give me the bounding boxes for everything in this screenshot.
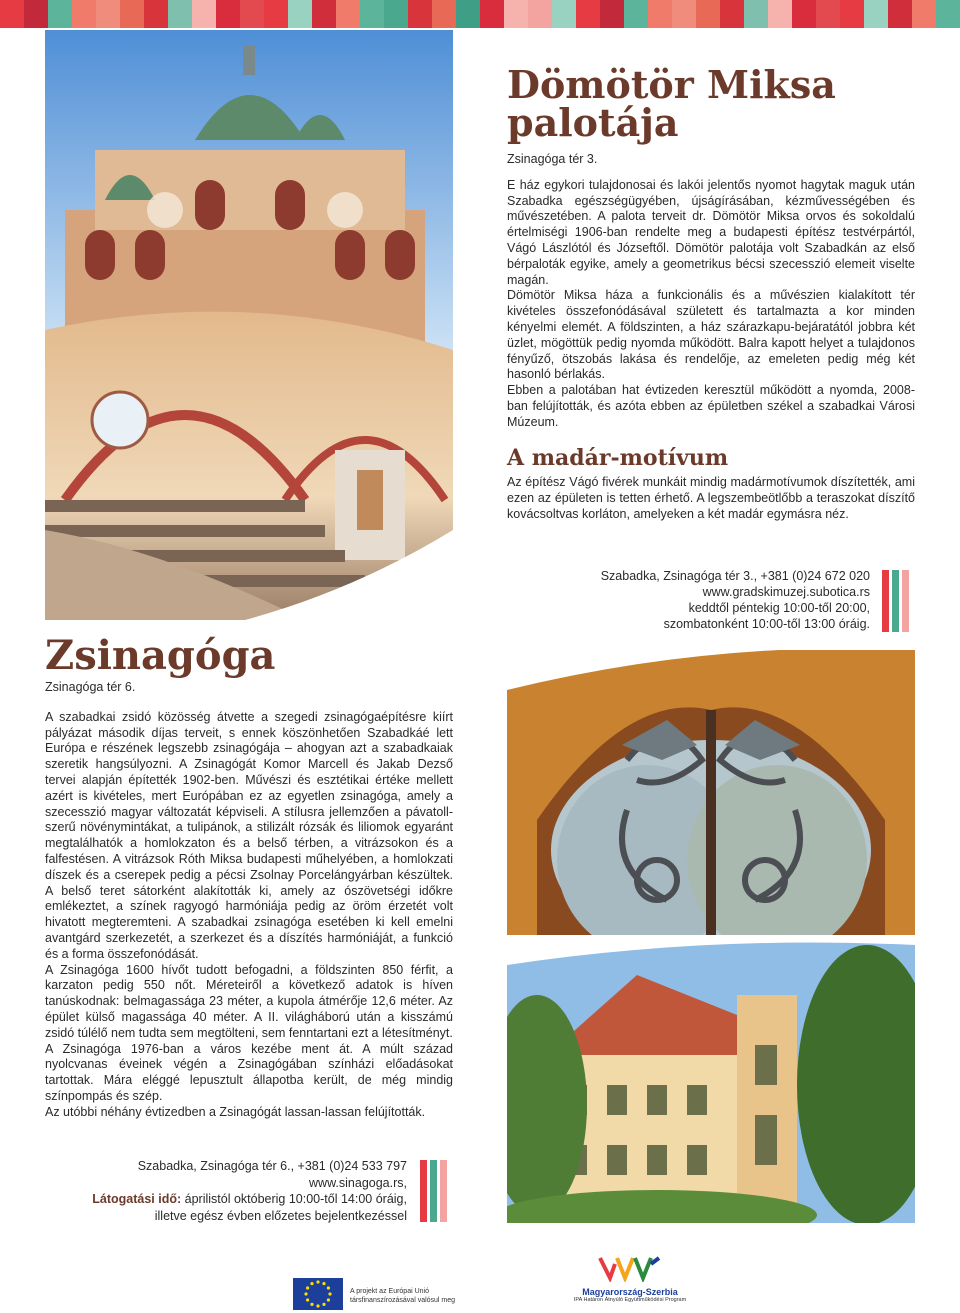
palace-paragraph-1: E ház egykori tulajdonosai és lakói jelentős nyomot hagytak maguk után Szabadka egészségügyében, újságírásában, kézművességében és művészetében. A palota terveit dr. Dömötör Miksa orvos és sokoldalú értelmiségi 1906-ban rendelte meg a budapesti építész testvérpártól, Vágó Lászlótól és Józseftől. Dömötör palotája volt Szabadkán az első bérpaloták egyike, amely a geometrikus bécsi szecesszió elemeit viselte magán.: [507, 177, 915, 287]
strip-segment: [768, 0, 792, 28]
strip-segment: [744, 0, 768, 28]
strip-segment: [432, 0, 456, 28]
museum-info: [560, 568, 870, 632]
strip-segment: [240, 0, 264, 28]
bar-pink: [902, 570, 909, 632]
eu-line-1: A projekt az Európai Unió: [350, 1288, 429, 1295]
strip-segment: [864, 0, 888, 28]
synagogue-info-bars: [420, 1160, 447, 1222]
strip-segment: [96, 0, 120, 28]
strip-segment: [912, 0, 936, 28]
synagogue-info: [60, 1158, 407, 1224]
strip-segment: [312, 0, 336, 28]
strip-segment: [0, 0, 24, 28]
strip-segment: [600, 0, 624, 28]
strip-segment: [504, 0, 528, 28]
eu-flag: [293, 1278, 343, 1310]
museum-website[interactable]: www.gradskimuzej.subotica.rs: [702, 585, 870, 599]
bar-red: [420, 1160, 427, 1222]
eu-text: [350, 1287, 455, 1305]
strip-segment: [816, 0, 840, 28]
eu-stars-icon: [303, 1279, 333, 1309]
palace-title-line2: palotája: [507, 100, 679, 145]
strip-segment: [936, 0, 960, 28]
visiting-time: áprilistól októberig 10:00-től 14:00 óráig,: [181, 1192, 407, 1206]
footer: [0, 1250, 960, 1313]
strip-segment: [24, 0, 48, 28]
strip-segment: [528, 0, 552, 28]
program-name: Magyarország-Szerbia: [582, 1287, 678, 1297]
synagogue-section: [45, 632, 453, 1121]
visiting-label: Látogatási idő:: [92, 1192, 182, 1206]
strip-segment: [192, 0, 216, 28]
strip-segment: [648, 0, 672, 28]
strip-segment: [888, 0, 912, 28]
bird-motif-text: Az építész Vágó fivérek munkáit mindig madármotívumok díszítették, ami ezen az épületen is tetten érhető. A legszembeötlőbb a teraszokat díszítő kovácsoltvas korláton, amelyeken a két madár egymásra néz.: [507, 475, 915, 521]
program-subtitle: IPA Határon Átnyúló Együttműködési Program: [573, 1297, 687, 1303]
bird-motif-section: [507, 447, 915, 522]
synagogue-illustration: [45, 30, 453, 620]
museum-info-bars: [882, 570, 909, 632]
palace-paragraph-2: Dömötör Miksa háza a funkcionális és a művészien kialakított tér kivételes összefonódásával született és tartalmazta a kor minden kényelmi elemét. A földszinten, a ház szárazkapu-bejáratától jobbra két üzlet, mögöttük pedig nyomda működött. Balra kapott helyet a tulajdonos fényűző, ötszobás lakása és rendelője, az emeleten pedig még két hasonló bérlakás.: [507, 288, 915, 382]
synagogue-paragraph-1: A szabadkai zsidó közösség átvette a szegedi zsinagógaépítésre kiírt pályázat második díjas terveit, s ennek köszönhetően Szabadkáé lett Európa e részének legszebb zsinagógája – ahogyan azt a szabadkaiak szeretik hangsúlyozni. A Zsinagógát Komor Marcell és Jakab Dezső tervei alapján építették 1902-ben. Művészi és esztétikai értéke mellett azért is kivételes, mert Európában ez az egyetlen zsinagóga, amely a szecesszió magyar változatát képviseli. A stílusra jellemzően a pávatoll-szerű növénymintákat, a tulipánok, a stilizált rózsák és liliomok egyaránt megtalálhatók a homlokzaton és a belső térben, a vitrázsokon és a falfestésen. A vitrázsok Róth Miksa budapesti műhelyében, a homlokzati díszek és a cserepek pedig a pécsi Zsolnay Porcelángyárban készültek. A belső teret sátorként alakították ki, amely az ószövetségi időkre emlékeztet, a színek ragyogó harmóniája pedig az öröm érzetét volt hivatott megteremteni. A szabadkai zsinagóga esetében ki kell emelni avantgárd szerkezetét, a szerkezet és a díszítés harmóniáját, a funkció és a forma összefonódását.: [45, 709, 453, 961]
synagogue-visiting-note: illetve egész évben előzetes bejelentkezéssel: [154, 1208, 407, 1223]
bar-pink: [440, 1160, 447, 1222]
palace-section: [507, 62, 915, 431]
synagogue-paragraph-3: A Zsinagóga 1976-ban a város kezébe ment át. A múlt század nyolcvanas éveinek végén a Zsinagógában színházi előadásokat tartottak. Mára eléggé lepusztult állapotba került, de még mindig színpompás és szép.: [45, 1041, 453, 1103]
synagogue-paragraph-2: A Zsinagóga 1600 hívőt tudott befogadni, a földszinten 850 férfit, a karzaton pedig 550 nőt. Méreteiről a következő adatok is híven tanúskodnak: belmagassága 23 méter, a kupola átmérője 12,6 méter. Az épület külső magassága 40 méter. A II. világháború után a kisszámú zsidó túlélő nem tudta sem megtölteni, sem fenntartani ezt a létesítményt.: [45, 962, 453, 1040]
palace-title-line1: Dömötör Miksa: [507, 62, 836, 107]
synagogue-title: Zsinagóga: [45, 632, 276, 679]
strip-segment: [840, 0, 864, 28]
synagogue-visiting-hours: [60, 1191, 407, 1208]
bird-motif-title: A madár-motívum: [507, 445, 729, 471]
strip-segment: [456, 0, 480, 28]
strip-segment: [672, 0, 696, 28]
palace-building-photo: [507, 935, 915, 1223]
strip-segment: [72, 0, 96, 28]
palace-paragraph-3: Ebben a palotában hat évtizeden keresztül működött a nyomda, 2008-ban felújították, és azóta ebben az épületben székel a szabadkai Városi Múzeum.: [507, 383, 915, 429]
bar-red: [882, 570, 889, 632]
strip-segment: [48, 0, 72, 28]
strip-segment: [792, 0, 816, 28]
strip-segment: [120, 0, 144, 28]
strip-segment: [576, 0, 600, 28]
program-logo-icon: [595, 1254, 665, 1282]
strip-segment: [384, 0, 408, 28]
palace-title: [507, 62, 915, 145]
strip-segment: [360, 0, 384, 28]
museum-hours-weekday: keddtől péntekig 10:00-től 20:00,: [688, 601, 870, 615]
synagogue-address: Zsinagóga tér 6.: [45, 680, 136, 694]
bird-window-photo: [507, 650, 915, 950]
strip-segment: [552, 0, 576, 28]
bar-green: [892, 570, 899, 632]
strip-segment: [288, 0, 312, 28]
museum-address: Szabadka, Zsinagóga tér 3., +381 (0)24 672 020: [600, 569, 870, 583]
synagogue-contact: Szabadka, Zsinagóga tér 6., +381 (0)24 533 797: [137, 1159, 407, 1173]
strip-segment: [336, 0, 360, 28]
strip-segment: [408, 0, 432, 28]
program-logo: [560, 1254, 700, 1310]
strip-segment: [144, 0, 168, 28]
palace-address: Zsinagóga tér 3.: [507, 152, 598, 166]
palace-building-illustration: [507, 935, 915, 1223]
strip-segment: [720, 0, 744, 28]
museum-hours-saturday: szombatonként 10:00-től 13:00 óráig.: [663, 617, 870, 631]
bar-green: [430, 1160, 437, 1222]
synagogue-website[interactable]: www.sinagoga.rs,: [309, 1175, 407, 1190]
bird-window-illustration: [507, 650, 915, 950]
strip-segment: [480, 0, 504, 28]
synagogue-photo: [45, 30, 453, 620]
top-color-strip: [0, 0, 960, 28]
strip-segment: [168, 0, 192, 28]
strip-segment: [216, 0, 240, 28]
strip-segment: [624, 0, 648, 28]
synagogue-paragraph-4: Az utóbbi néhány évtizedben a Zsinagógát lassan-lassan felújították.: [45, 1104, 426, 1119]
strip-segment: [264, 0, 288, 28]
strip-segment: [696, 0, 720, 28]
eu-line-2: társfinanszírozásával valósul meg: [350, 1297, 456, 1304]
